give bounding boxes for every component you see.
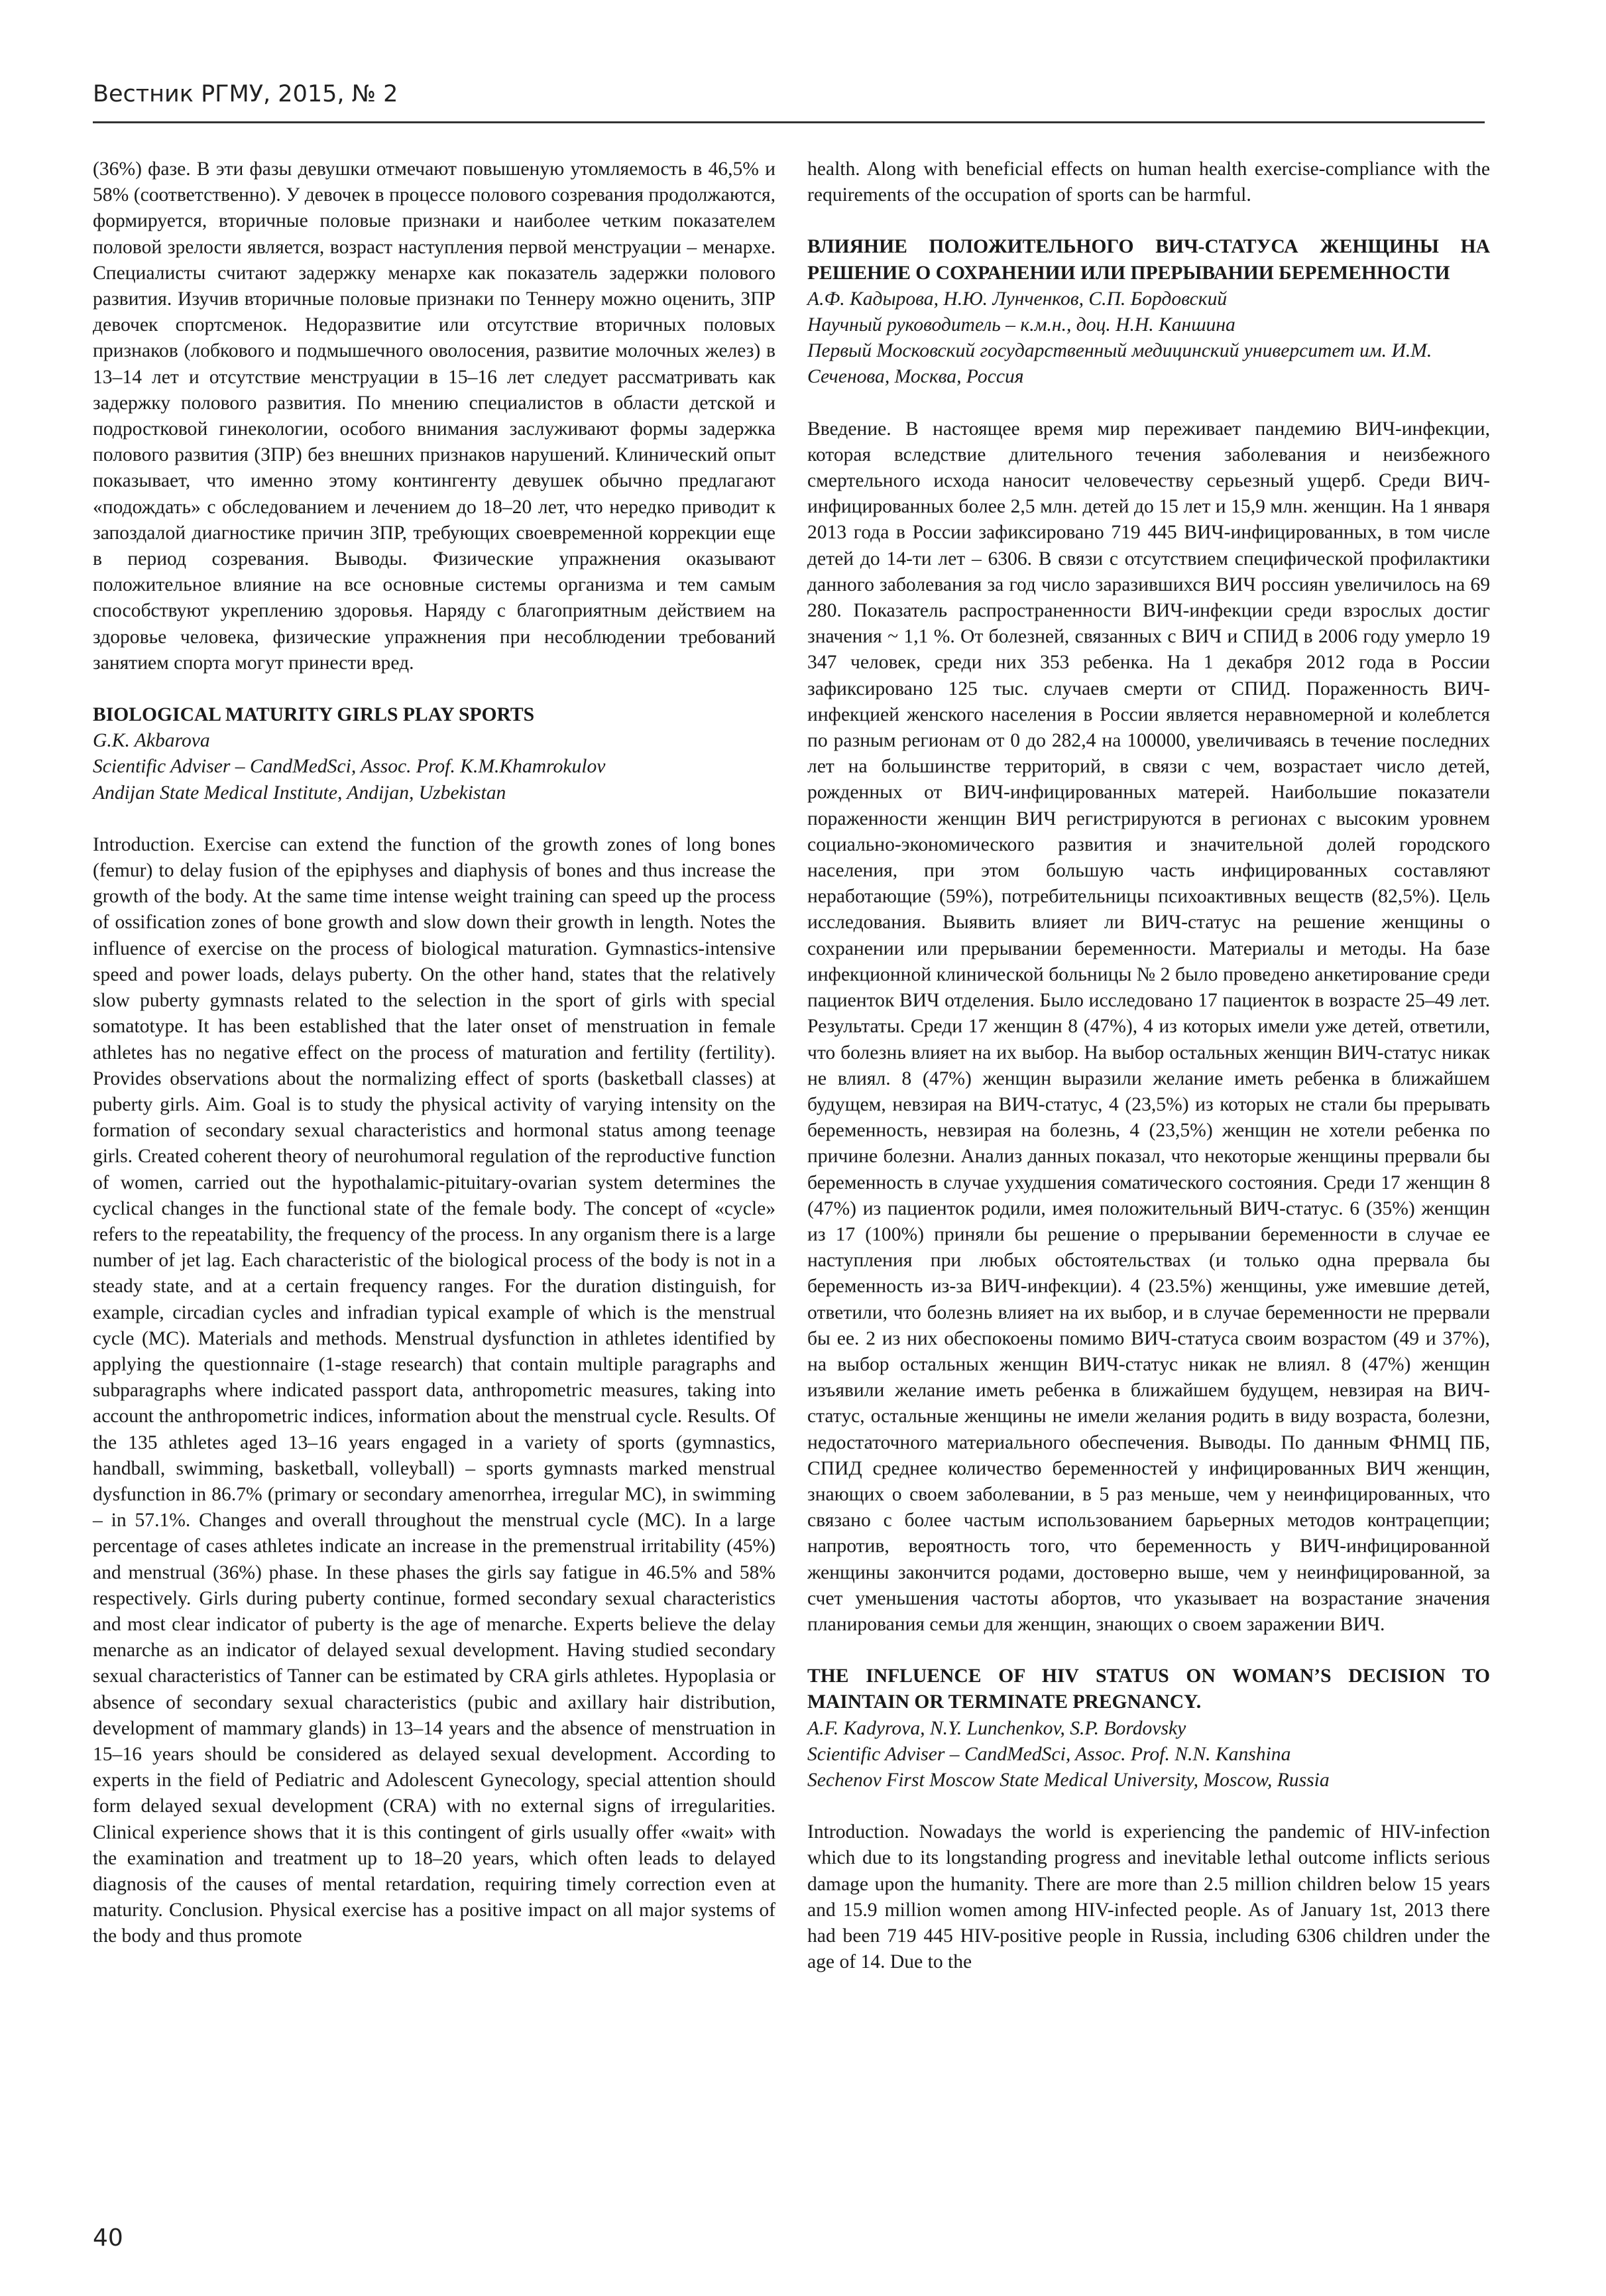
article-body-en: Introduction. Nowadays the world is experiencing the pandemic of HIV-infection which due to its longstanding progress and inevitable lethal outcome inflicts serious damage upon the humanity. There are more than 2.5 million children below 15 years and 15.9 million women among HIV-infected people. As of January 1st, 2013 there had been 719 445 HIV-positive people in Russia, including 6306 children under the age of 14. Due to the — [807, 1821, 1490, 1973]
header-rule — [93, 121, 1485, 123]
article-authors-en: A.F. Kadyrova, N.Y. Lunchenkov, S.P. Bordovsky — [807, 1717, 1186, 1739]
spacer — [93, 806, 775, 832]
article-affiliation-ru: Первый Московский государственный медицинский университет им. И.М. Сеченова, Москва, Россия — [807, 340, 1432, 388]
journal-header: Вестник РГМУ, 2015, № 2 — [93, 81, 398, 107]
spacer — [807, 208, 1490, 234]
spacer — [93, 676, 775, 702]
article-affiliation: Andijan State Medical Institute, Andijan, Uzbekistan — [93, 782, 506, 804]
article-title-ru: ВЛИЯНИЕ ПОЛОЖИТЕЛЬНОГО ВИЧ-СТАТУСА ЖЕНЩИНЫ НА РЕШЕНИЕ О СОХРАНЕНИИ ИЛИ ПРЕРЫВАНИИ БЕРЕМЕННОСТИ — [807, 236, 1490, 284]
right-column — [807, 156, 1490, 1975]
spacer — [807, 391, 1490, 416]
article-adviser-ru: Научный руководитель – к.м.н., доц. Н.Н. Каншина — [807, 314, 1235, 336]
spacer — [807, 1793, 1490, 1819]
russian-conclusion-paragraph: (36%) фазе. В эти фазы девушки отмечают повышеную утомляемость в 46,5% и 58% (соответственно). У девочек в процессе полового созревания продолжаются, формируется, вторичные половые признаки и наиболее четким показателем половой зрелости является, возраст наступления первой менструации – менархе. Специалисты считают задержку менархе как показатель задержки полового развития. Изучив вторичные половые признаки по Теннеру можно оценить, ЗПР девочек спортсменок. Недоразвитие или отсутствие вторичных половых признаков (лобкового и подмышечного оволосения, развитие молочных желез) в 13–14 лет и отсутствие менструации в 15–16 лет следует рассматривать как задержку полового развития. По мнению специалистов в области детской и подростковой гинекологии, особого внимания заслуживают формы задержка полового развития (ЗПР) без внешних признаков нарушений. Клинический опыт показывает, что именно этому контингенту девушек обычно предлагают «подождать» с обследованием и лечением до 18–20 лет, что нередко приводит к запоздалой диагностике причин ЗПР, требующих своевременной коррекции еще в период созревания. Выводы. Физические упражнения оказывают положительное влияние на все основные системы организма и тем самым способствуют укреплению здоровья. Наряду с благоприятным действием на здоровье человека, физические упражнения при несоблюдении требований занятием спорта могут принести вред. — [93, 158, 775, 674]
left-column — [93, 156, 775, 1950]
article-author: G.K. Akbarova — [93, 730, 210, 752]
article-body-ru: Введение. В настоящее время мир переживает пандемию ВИЧ-инфекции, которая вследствие длительного течения заболевания и неизбежного смертельного исхода наносит человечеству серьезный ущерб. Среди ВИЧ-инфицированных более 2,5 млн. детей до 15 лет и 15,9 млн. женщин. На 1 января 2013 года в России зафиксировано 719 445 ВИЧ-инфицированных, в том числе детей до 14-ти лет – 6306. В связи с отсутствием специфической профилактики данного заболевания за год число заразившихся ВИЧ россиян увеличилось на 69 280. Показатель распространенности ВИЧ-инфекции среди взрослых достиг значения ~ 1,1 %. От болезней, связанных с ВИЧ и СПИД в 2006 году умерло 19 347 человек, среди них 353 ребенка. На 1 декабря 2012 года в России зафиксировано 125 тыс. случаев смерти от СПИД. Пораженность ВИЧ-инфекцией женского населения в России является неравномерной и колеблется по разным регионам от 0 до 282,4 на 100000, увеличиваясь в течение последних лет на большинстве территорий, в связи с чем, возрастает число детей, рожденных от ВИЧ-инфицированных матерей. Наибольшие показатели пораженности женщин ВИЧ регистрируются в регионах с высоким уровнем социально-экономического развития и значительной долей городского населения, при этом большую часть инфицированных составляют неработающие (59%), потребительницы психоактивных веществ (82,5%). Цель исследования. Выявить влияет ли ВИЧ-статус на решение женщины о сохранении или прерывании беременности. Материалы и методы. На базе инфекционной клинической больницы № 2 было проведено анкетирование среди пациенток ВИЧ отделения. Было исследовано 17 пациенток в возрасте 25–49 лет. Результаты. Среди 17 женщин 8 (47%), 4 из которых имели уже детей, ответили, что болезнь влияет на их выбор. На выбор остальных женщин ВИЧ-статус никак не влиял. 8 (47%) женщин выразили желание иметь ребенка в ближайшем будущем, невзирая на ВИЧ-статус, 4 (23,5%) из которых не стали бы прерывать беременность, невзирая на болезнь, 4 (23,5%) женщин не хотели ребенка по причине болезни. Анализ данных показал, что некоторые женщины прервали бы беременность в случае ухудшения соматического состояния. Среди 17 женщин 8 (47%) из пациенток родили, имея положительный ВИЧ-статус. 6 (35%) женщин из 17 (100%) приняли бы решение о прерывании беременности в случае ее наступления при любых обстоятельствах (и только одна прервала бы беременность из-за ВИЧ-инфекции). 4 (23.5%) женщины, уже имевшие детей, ответили, что болезнь влияет на их выбор, и в случае беременности не прервали бы ее. 2 из них обеспокоены помимо ВИЧ-статуса своим возрастом (49 и 37%), на выбор остальных женщин ВИЧ-статус никак не влиял. 8 (47%) женщин изъявили желание иметь ребенка в ближайшем будущем, невзирая на ВИЧ-статус, остальные женщины не имели желания родить в виду возраста, болезни, недостаточного материального обеспечения. Выводы. По данным ФНМЦ ПБ, СПИД среднее количество беременностей у инфицированных ВИЧ женщин, знающих о своем заболевании, в 5 раз меньше, чем у неинфицированных, что связано с более частым использованием барьерных методов контрацепции; напротив, вероятность того, что беременность у ВИЧ-инфицированной женщины закончится родами, достоверно выше, чем у неинфицированной, за счет уменьшения частоты абортов, что указывает на возрастание значения планирования семьи для женщин, знающих о своем заражении ВИЧ. — [807, 418, 1490, 1635]
continued-paragraph: health. Along with beneficial effects on human health exercise-compliance with the requirements of the occupation of sports can be harmful. — [807, 158, 1490, 206]
article-body: Introduction. Exercise can extend the function of the growth zones of long bones (femur) to delay fusion of the epiphyses and diaphysis of bones and thus increase the growth of the body. At the same time intense weight training can speed up the process of ossification zones of bone growth and slow down their growth in length. Notes the influence of exercise on the process of biological maturation. Gymnastics-intensive speed and power loads, delays puberty. On the other hand, states that the relatively slow puberty gymnasts related to the selection in the sport of girls with special somatotype. It has been established that the later onset of menstruation in female athletes has no negative effect on the process of maturation and fertility (fertility). Provides observations about the normalizing effect of sports (basketball classes) at puberty girls. Aim. Goal is to study the physical activity of varying intensity on the formation of secondary sexual characteristics and hormonal status among teenage girls. Created coherent theory of neurohumoral regulation of the reproductive function of women, carried out the hypothalamic-pituitary-ovarian system determines the cyclical changes in the functional state of the female body. The concept of «cycle» refers to the repeatability, the frequency of the process. In any organism there is a large number of jet lag. Each characteristic of the biological process of the body is not in a steady state, and at a certain frequency ranges. For the duration distinguish, for example, circadian cycles and infradian typical example of which is the menstrual cycle (MC). Materials and methods. Menstrual dysfunction in athletes identified by applying the questionnaire (1-stage research) that contain multiple paragraphs and subparagraphs where indicated passport data, anthropometric measures, taking into account the anthropometric indices, information about the menstrual cycle. Results. Of the 135 athletes aged 13–16 years engaged in a variety of sports (gymnastics, handball, swimming, basketball, volleyball) – sports gymnasts marked menstrual dysfunction in 86.7% (primary or secondary amenorrhea, irregular MC), in swimming – in 57.1%. Changes and overall throughout the menstrual cycle (MC). In a large percentage of cases athletes indicate an increase in the premenstrual irritability (45%) and menstrual (36%) phase. In these phases the girls say fatigue in 46.5% and 58% respectively. Girls during puberty continue, formed secondary sexual characteristics and most clear indicator of puberty is the age of menarche. Experts believe the delay menarche as an indicator of delayed sexual development. Having studied secondary sexual characteristics of Tanner can be estimated by CRA girls athletes. Hypoplasia or absence of secondary sexual characteristics (pubic and axillary hair distribution, development of mammary glands) in 13–14 years and the absence of menstruation in 15–16 years should be considered as delayed sexual development. According to experts in the field of Pediatric and Adolescent Gynecology, special attention should form delayed sexual development (CRA) with no external signs of irregularities. Clinical experience shows that it is this contingent of girls usually offer «wait» with the examination and treatment up to 18–20 years, which often leads to delayed diagnosis of the causes of mental retardation, requiring timely correction even at maturity. Conclusion. Physical exercise has a positive impact on all major systems of the body and thus promote — [93, 833, 775, 1947]
article-title-en: THE INFLUENCE OF HIV STATUS ON WOMAN’S DECISION TO MAINTAIN OR TERMINATE PREGNANCY. — [807, 1665, 1490, 1713]
article-authors-ru: А.Ф. Кадырова, Н.Ю. Лунченков, С.П. Бордовский — [807, 288, 1228, 310]
article-adviser: Scientific Adviser – CandMedSci, Assoc. Prof. K.M.Khamrokulov — [93, 756, 606, 778]
article-title: BIOLOGICAL MATURITY GIRLS PLAY SPORTS — [93, 704, 535, 726]
article-adviser-en: Scientific Adviser – CandMedSci, Assoc. Prof. N.N. Kanshina — [807, 1743, 1291, 1765]
article-affiliation-en: Sechenov First Moscow State Medical University, Moscow, Russia — [807, 1769, 1330, 1791]
spacer — [807, 1638, 1490, 1663]
page-number: 40 — [93, 2224, 123, 2252]
